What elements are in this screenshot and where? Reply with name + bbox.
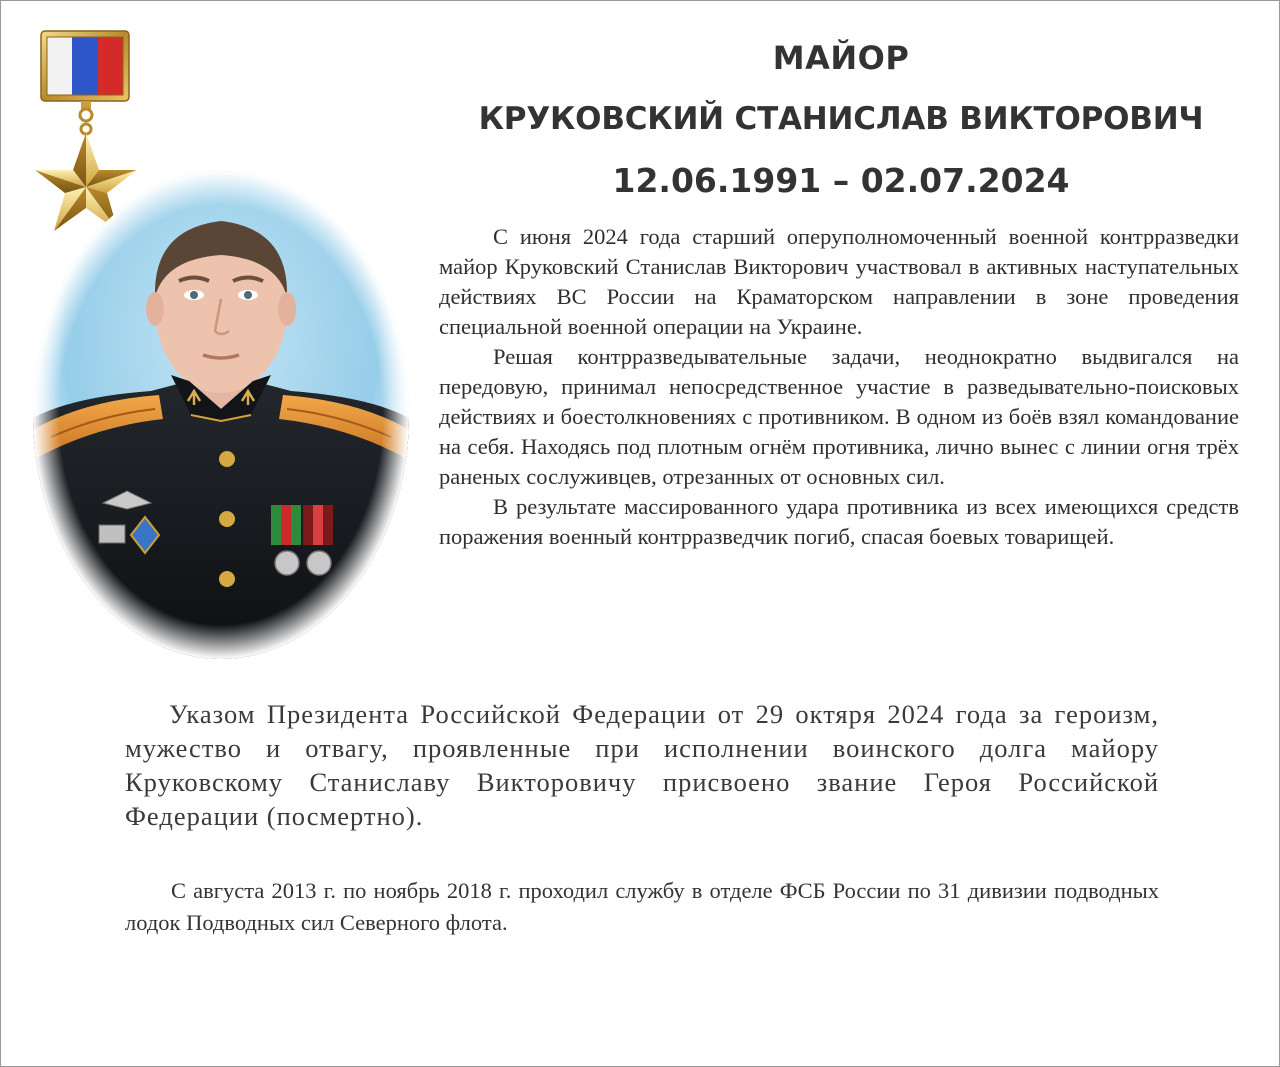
bio-paragraph: Решая контрразведывательные задачи, неоднократно выдвигался на передовую, принимал непосредственное участие в разведывательно-поисковых действиях и боестолкновениях с противником. В одном из боёв взял командование на себя. Находясь под плотным огнём противника, лично вынес с линии огня трёх раненых сослуживцев, отрезанных от основных сил. (439, 344, 1239, 489)
officer-portrait-photo (31, 169, 411, 661)
service-history-text: С августа 2013 г. по ноябрь 2018 г. проходил службу в отделе ФСБ России по 31 дивизии подводных лодок Подводных сил Северного флота. (125, 878, 1159, 935)
bio-paragraph: В результате массированного удара противника из всех имеющихся средств поражения военный контрразведчик погиб, спасая боевых товарищей. (439, 494, 1239, 549)
biography-text (439, 222, 1239, 552)
bio-paragraph: С июня 2024 года старший оперуполномоченный военной контрразведки майор Круковский Станислав Викторович участвовал в активных наступательных действиях ВС России на Краматорском направлении в зоне проведения специальной военной операции на Украине. (439, 224, 1239, 339)
life-dates: 12.06.1991 – 02.07.2024 (612, 161, 1070, 200)
award-decree-text: Указом Президента Российской Федерации от 29 октяря 2024 года за героизм, мужество и отвагу, проявленные при исполнении воинского долга майору Круковскому Станиславу Викторовичу присвоено звание Героя Российской Федерации (посмертно). (125, 699, 1159, 831)
rank-title: МАЙОР (772, 39, 910, 77)
full-name-title: КРУКОВСКИЙ СТАНИСЛАВ ВИКТОРОВИЧ (478, 101, 1204, 137)
